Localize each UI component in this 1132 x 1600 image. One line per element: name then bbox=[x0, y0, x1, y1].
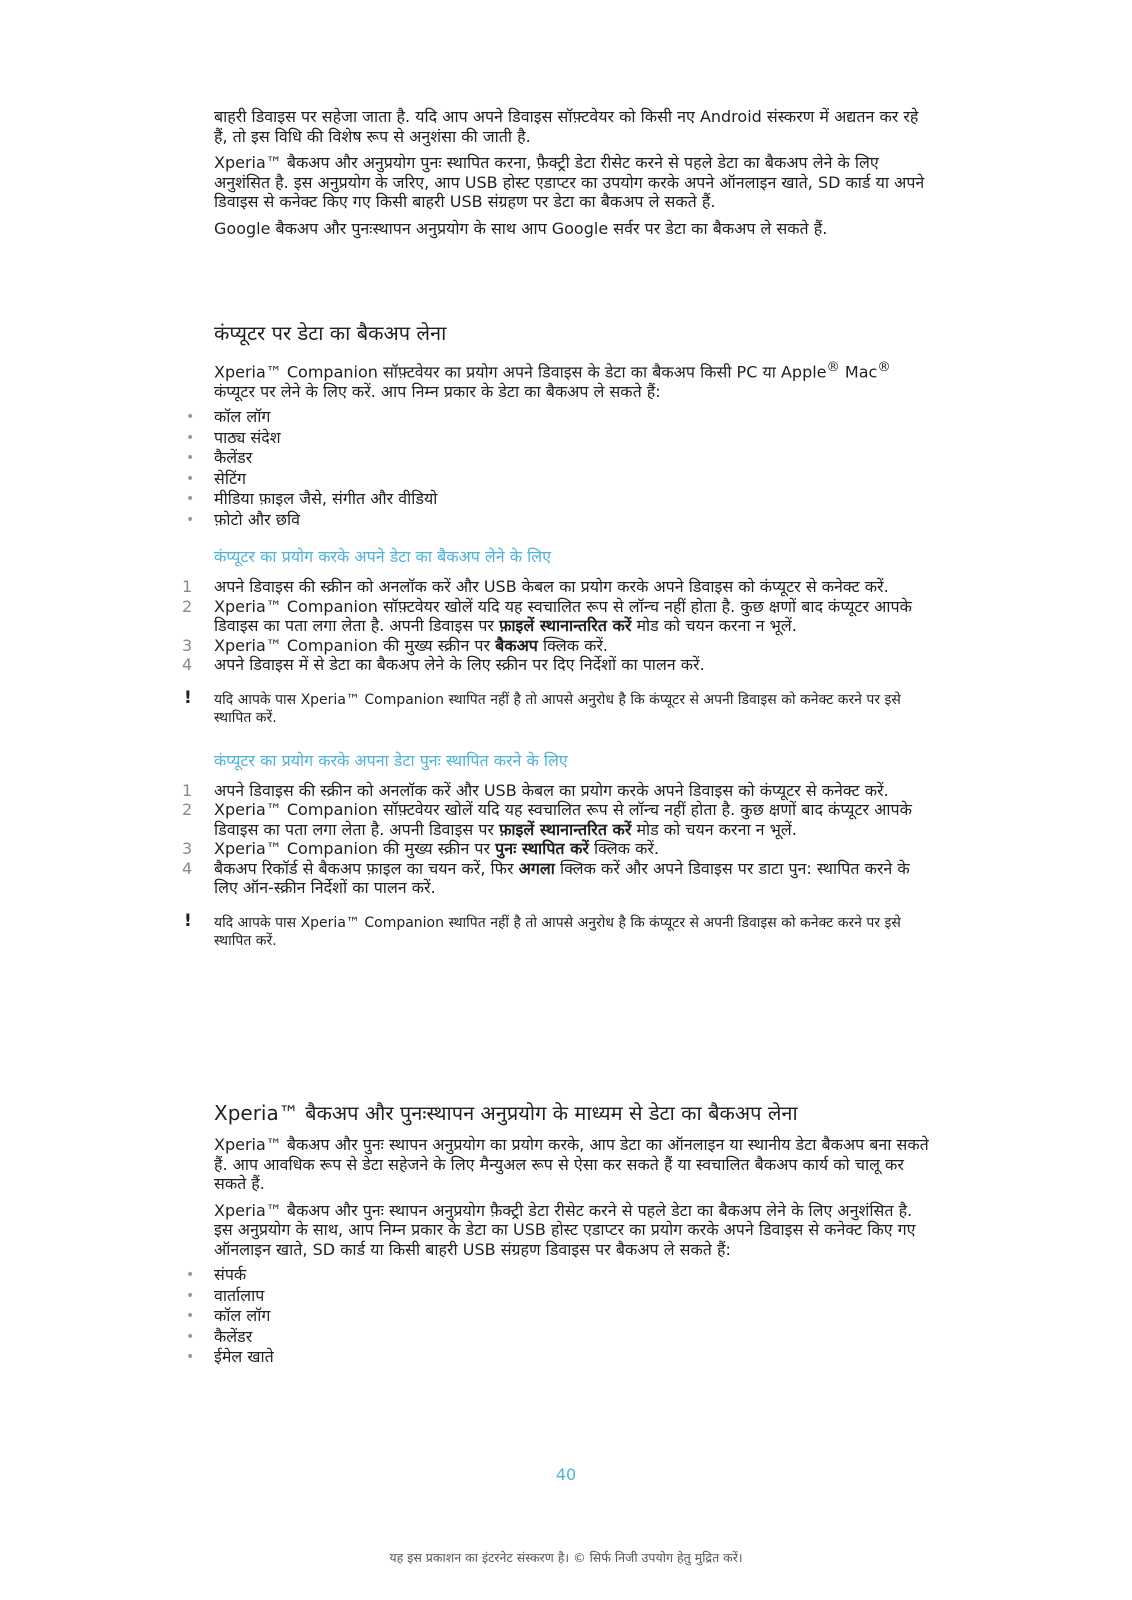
bullet-icon: • bbox=[186, 1328, 195, 1345]
step-number: 3 bbox=[182, 839, 193, 859]
subsection-heading-restore: कंप्यूटर का प्रयोग करके अपना डेटा पुनः स्थापित करने के लिए bbox=[214, 750, 568, 770]
para-text-c: कंप्यूटर पर लेने के लिए करें. आप निम्न प्रकार के डेटा का बैकअप ले सकते हैं: bbox=[214, 381, 661, 401]
step-number: 3 bbox=[182, 635, 193, 655]
data-type-list bbox=[186, 407, 934, 530]
list-item-label: संपर्क bbox=[214, 1265, 247, 1284]
step-bold-text: अगला bbox=[518, 858, 555, 878]
step-text: Xperia™ Companion सॉफ़्टवेयर खोलें यदि यह स्वचालित रूप से लॉन्च नहीं होता है. कुछ क्षणों बाद कंप्यूटर आपके डिवाइस का पता लगा लेता है. अपनी डिवाइस पर bbox=[214, 800, 912, 839]
step-number: 1 bbox=[182, 577, 193, 597]
step-text: क्लिक करें. bbox=[588, 839, 660, 859]
warning-icon: ! bbox=[184, 910, 192, 931]
step-text: बैकअप रिकॉर्ड से बैकअप फ़ाइल का चयन करें, फिर bbox=[214, 858, 519, 878]
list-item-label: कैलेंडर bbox=[214, 1326, 253, 1346]
step-number: 2 bbox=[182, 800, 193, 820]
step-text: क्लिक करें. bbox=[537, 635, 608, 655]
step-text: अपने डिवाइस की स्क्रीन को अनलॉक करें और USB केबल का प्रयोग करके अपने डिवाइस को कंप्यूटर से कनेक्ट करें. bbox=[214, 780, 889, 800]
section-heading: Xperia™ बैकअप और पुनःस्थापन अनुप्रयोग के माध्यम से डेटा का बैकअप लेना bbox=[214, 1101, 798, 1125]
bullet-icon: • bbox=[186, 1287, 195, 1304]
intro-paragraph-1: बाहरी डिवाइस पर सहेजा जाता है. यदि आप अपने डिवाइस सॉफ़्टवेयर को किसी नए Android संस्करण में अद्यतन कर रहे हैं, तो इस विधि की विशेष रूप से अनुशंसा की जाती है. bbox=[214, 107, 919, 146]
registered-mark: ® bbox=[877, 360, 891, 375]
para-text-a: Xperia™ Companion सॉफ़्टवेयर का प्रयोग अपने डिवाइस के डेटा का बैकअप किसी PC या Apple bbox=[214, 362, 827, 382]
step-number: 1 bbox=[182, 780, 193, 800]
list-item bbox=[186, 427, 934, 449]
subsection-heading-backup: कंप्यूटर का प्रयोग करके अपने डेटा का बैकअप लेने के लिए bbox=[214, 547, 551, 567]
warning-note bbox=[184, 910, 934, 950]
bullet-icon: • bbox=[186, 429, 195, 446]
intro-paragraph-3: Google बैकअप और पुनःस्थापन अनुप्रयोग के साथ आप Google सर्वर पर डेटा का बैकअप ले सकते हैं. bbox=[214, 218, 828, 238]
step-text: Xperia™ Companion की मुख्य स्क्रीन पर bbox=[214, 839, 496, 859]
step-bold-text: फ़ाइलें स्थानान्तरित करें bbox=[499, 819, 632, 839]
step-text: क्लिक करें और अपने डिवाइस पर डाटा पुन: स्थापित करने के लिए ऑन-स्क्रीन निर्देशों का पालन करें. bbox=[214, 858, 910, 898]
list-item bbox=[186, 1265, 934, 1286]
section-computer-backup bbox=[182, 320, 934, 950]
backup-steps bbox=[182, 577, 934, 675]
note-text: यदि आपके पास Xperia™ Companion स्थापित नहीं है तो आपसे अनुरोध है कि कंप्यूटर से अपनी डिवाइस को कनेक्ट करने पर इसे स्थापित करें. bbox=[214, 691, 901, 726]
step-text: मोड को चयन करना न भूलें. bbox=[631, 819, 797, 839]
list-item-label: मीडिया फ़ाइल जैसे, संगीत और वीडियो bbox=[214, 489, 438, 509]
bullet-icon: • bbox=[186, 1349, 195, 1365]
page-number: 40 bbox=[555, 1465, 577, 1484]
step-text: Xperia™ Companion सॉफ़्टवेयर खोलें यदि यह स्वचालित रूप से लॉन्च नहीं होता है. कुछ क्षणों बाद कंप्यूटर आपके डिवाइस का पता लगा लेता है. अपनी डिवाइस पर bbox=[214, 596, 912, 636]
step-item bbox=[182, 858, 934, 898]
list-item bbox=[186, 1285, 934, 1307]
list-item bbox=[186, 468, 934, 490]
list-item-label: कैलेंडर bbox=[214, 448, 253, 468]
section-heading: कंप्यूटर पर डेटा का बैकअप लेना bbox=[214, 321, 447, 345]
list-item bbox=[186, 1306, 934, 1327]
bullet-icon: • bbox=[186, 1308, 195, 1324]
warning-icon: ! bbox=[184, 687, 192, 708]
step-item bbox=[182, 596, 934, 636]
step-item bbox=[182, 577, 934, 597]
list-item bbox=[186, 489, 934, 510]
step-item bbox=[182, 635, 934, 656]
list-item-label: वार्तालाप bbox=[214, 1285, 265, 1305]
section-paragraph-2: Xperia™ बैकअप और पुनः स्थापन अनुप्रयोग फ़ैक्ट्री डेटा रीसेट करने से पहले डेटा का बैकअप लेने के लिए अनुशंसित है. इस अनुप्रयोग के साथ, आप निम्न प्रकार के डेटा का USB होस्ट एडाप्टर का प्रयोग करके अपने डिवाइस से कनेक्ट किए गए ऑनलाइन खाते, SD कार्ड या किसी बाहरी USB संग्रहण डिवाइस पर बैकअप ले सकते हैं: bbox=[214, 1200, 916, 1259]
restore-steps bbox=[182, 780, 934, 898]
section-paragraph bbox=[214, 358, 934, 401]
bullet-icon: • bbox=[186, 470, 195, 487]
step-bold-text: बैकअप bbox=[495, 635, 538, 655]
list-item bbox=[186, 448, 934, 469]
step-bold-text: फ़ाइलें स्थानान्तरित करें bbox=[499, 616, 632, 636]
step-text: अपने डिवाइस में से डेटा का बैकअप लेने के लिए स्क्रीन पर दिए निर्देशों का पालन करें. bbox=[214, 655, 705, 675]
list-item bbox=[186, 1347, 934, 1368]
step-text: Xperia™ Companion की मुख्य स्क्रीन पर bbox=[214, 635, 496, 655]
bullet-icon: • bbox=[186, 409, 195, 426]
step-number: 4 bbox=[182, 655, 193, 675]
step-bold-text: पुनः स्थापित करें bbox=[495, 839, 589, 859]
step-text: अपने डिवाइस की स्क्रीन को अनलॉक करें और USB केबल का प्रयोग करके अपने डिवाइस को कंप्यूटर से कनेक्ट करें. bbox=[214, 577, 889, 597]
list-item bbox=[186, 1326, 934, 1348]
step-text: मोड को चयन करना न भूलें. bbox=[631, 616, 797, 636]
list-item-label: फ़ोटो और छवि bbox=[214, 509, 301, 529]
section-paragraph-1: Xperia™ बैकअप और पुनः स्थापन अनुप्रयोग का प्रयोग करके, आप डेटा का ऑनलाइन या स्थानीय डेटा बैकअप बना सकते हैं. आप आवधिक रूप से डेटा सहेजने के लिए मैन्युअल रूप से ऐसा कर सकते हैं या स्वचालित बैकअप कार्य को चालू कर सकते हैं. bbox=[214, 1135, 929, 1193]
list-item-label: ईमेल खाते bbox=[214, 1347, 274, 1366]
bullet-icon: • bbox=[186, 450, 195, 467]
note-text: यदि आपके पास Xperia™ Companion स्थापित नहीं है तो आपसे अनुरोध है कि कंप्यूटर से अपनी डिवाइस को कनेक्ट करने पर इसे स्थापित करें. bbox=[214, 914, 901, 949]
warning-note bbox=[184, 687, 934, 727]
list-item bbox=[186, 509, 934, 531]
step-number: 4 bbox=[182, 858, 193, 878]
list-item-label: कॉल लॉग bbox=[214, 407, 271, 427]
bullet-icon: • bbox=[186, 1267, 195, 1283]
step-item bbox=[182, 800, 934, 839]
list-item-label: सेटिंग bbox=[214, 468, 247, 488]
bullet-icon: • bbox=[186, 511, 195, 528]
step-item bbox=[182, 780, 934, 801]
step-number: 2 bbox=[182, 596, 193, 616]
intro-paragraph-2: Xperia™ बैकअप और अनुप्रयोग पुनः स्थापित करना, फ़ैक्ट्री डेटा रीसेट करने से पहले डेटा का बैकअप लेने के लिए अनुशंसित है. इस अनुप्रयोग के जरिए, आप USB होस्ट एडाप्टर का उपयोग करके अपने ऑनलाइन खाते, SD कार्ड या अपने डिवाइस से कनेक्ट किए गए किसी बाहरी USB संग्रहण पर डेटा का बैकअप ले सकते हैं. bbox=[214, 153, 925, 211]
intro-section bbox=[214, 107, 934, 238]
page-footer: यह इस प्रकाशन का इंटरनेट संस्करण है। © सिर्फ निजी उपयोग हेतु मुद्रित करें। bbox=[389, 1550, 743, 1565]
step-item bbox=[182, 655, 934, 675]
para-text-b: Mac bbox=[839, 362, 878, 382]
backup-data-list bbox=[186, 1265, 934, 1368]
list-item-label: पाठ्य संदेश bbox=[214, 427, 281, 447]
step-item bbox=[182, 839, 934, 859]
list-item bbox=[186, 407, 934, 428]
registered-mark: ® bbox=[826, 360, 840, 375]
bullet-icon: • bbox=[186, 491, 195, 508]
section-xperia-backup bbox=[186, 1100, 934, 1368]
list-item-label: कॉल लॉग bbox=[214, 1306, 271, 1325]
